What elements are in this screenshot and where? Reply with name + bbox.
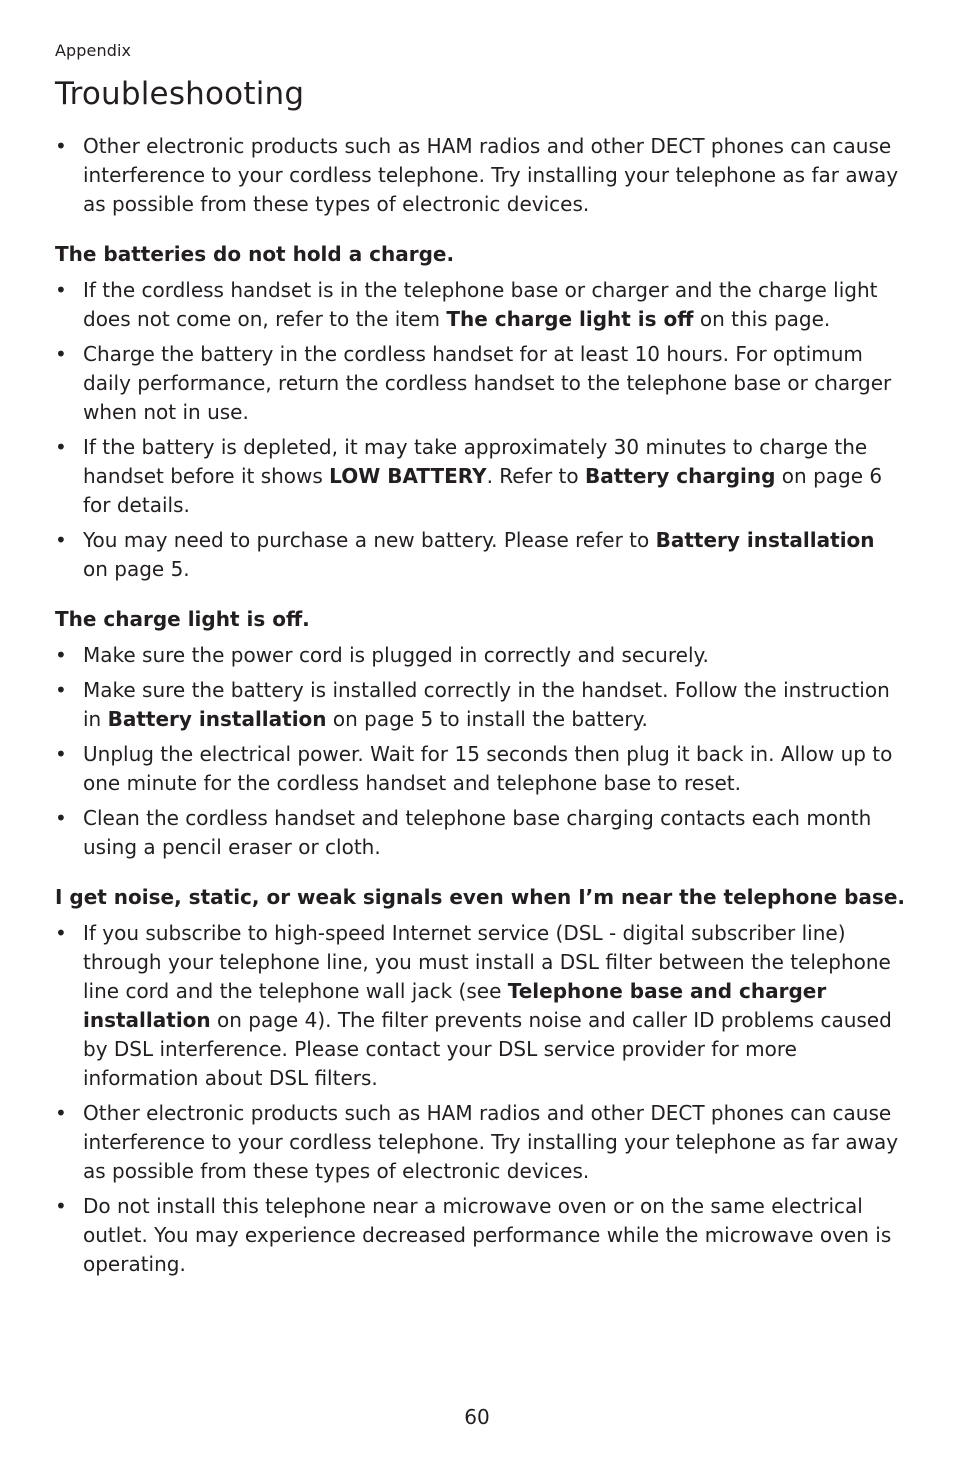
list-item: • Make sure the battery is installed correctly in the handset. Follow the instruction in Battery installation on page 5 to install the battery. xyxy=(55,676,905,734)
list-item: • Other electronic products such as HAM radios and other DECT phones can cause interference to your cordless telephone. Try installing your telephone as far away as possible from these types of electronic devices. xyxy=(55,1099,905,1186)
bullet-list-batteries xyxy=(55,276,905,584)
list-item: • Clean the cordless handset and telephone base charging contacts each month using a pencil eraser or cloth. xyxy=(55,804,905,862)
list-item: • If you subscribe to high-speed Internet service (DSL - digital subscriber line) through your telephone line, you must install a DSL filter between the telephone line cord and the telephone wall jack (see Telephone base and charger installation on page 4). The filter prevents noise and caller ID problems caused by DSL interference. Please contact your DSL service provider for more information about DSL filters. xyxy=(55,919,905,1093)
page-number: 60 xyxy=(464,1405,490,1429)
list-item: • Do not install this telephone near a microwave oven or on the same electrical outlet. You may experience decreased performance while the microwave oven is operating. xyxy=(55,1192,905,1279)
page-content xyxy=(55,132,905,1285)
list-item: • Unplug the electrical power. Wait for 15 seconds then plug it back in. Allow up to one minute for the cordless handset and telephone base to reset. xyxy=(55,740,905,798)
section-heading-charge-light: The charge light is off. xyxy=(55,607,310,631)
bullet-list-charge-light xyxy=(55,641,905,862)
bullet-list-noise xyxy=(55,919,905,1279)
list-item: • Make sure the power cord is plugged in correctly and securely. xyxy=(55,641,905,670)
intro-bullet-list xyxy=(55,132,905,219)
section-label: Appendix xyxy=(55,41,132,60)
list-item: • If the battery is depleted, it may take approximately 30 minutes to charge the handset before it shows LOW BATTERY. Refer to Battery charging on page 6 for details. xyxy=(55,433,905,520)
section-heading-noise: I get noise, static, or weak signals even when I’m near the telephone base. xyxy=(55,885,905,909)
list-item: • Other electronic products such as HAM radios and other DECT phones can cause interference to your cordless telephone. Try installing your telephone as far away as possible from these types of electronic devices. xyxy=(55,132,905,219)
list-item: • You may need to purchase a new battery. Please refer to Battery installation on page 5. xyxy=(55,526,905,584)
list-item: • Charge the battery in the cordless handset for at least 10 hours. For optimum daily performance, return the cordless handset to the telephone base or charger when not in use. xyxy=(55,340,905,427)
page-title: Troubleshooting xyxy=(55,76,305,112)
list-item: • If the cordless handset is in the telephone base or charger and the charge light does not come on, refer to the item The charge light is off on this page. xyxy=(55,276,905,334)
section-heading-batteries: The batteries do not hold a charge. xyxy=(55,242,455,266)
